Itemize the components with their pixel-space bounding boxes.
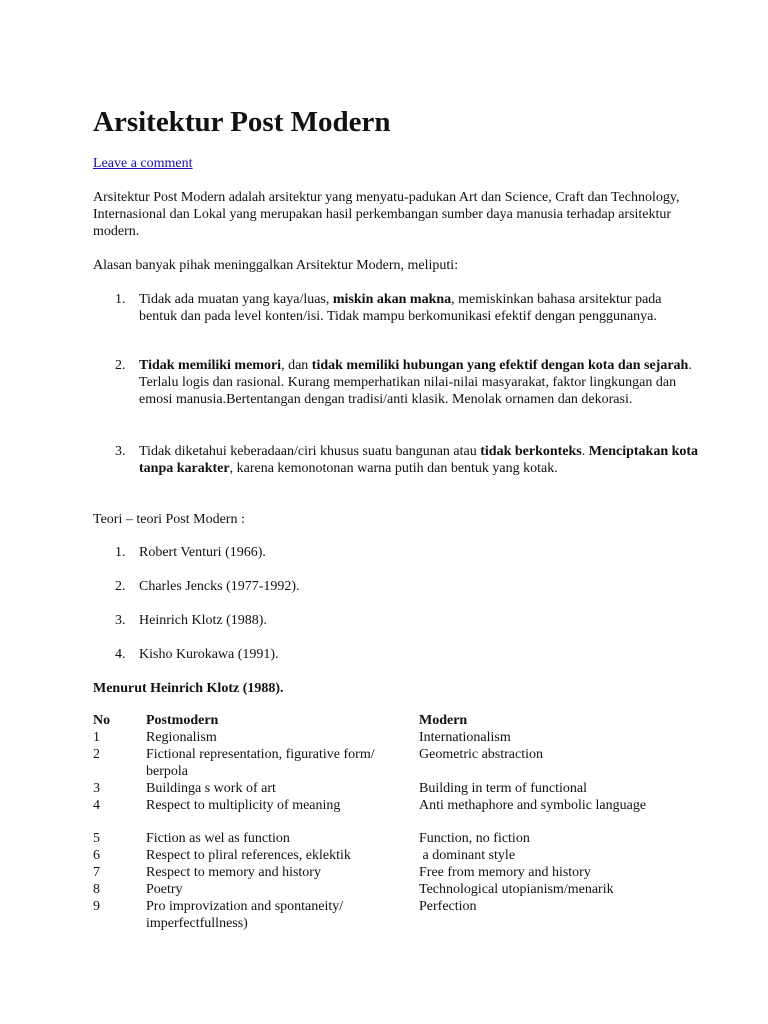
cell-no: 3 xyxy=(93,781,100,796)
list-number: 2. xyxy=(115,579,126,594)
table-row xyxy=(93,830,653,847)
list-number: 1. xyxy=(115,545,126,560)
cell-no: 1 xyxy=(93,730,100,745)
theory-text: Kisho Kurokawa (1991). xyxy=(139,647,279,662)
header-postmodern: Postmodern xyxy=(146,713,219,728)
cell-postmodern: Fictional representation, figurative form/ berpola xyxy=(146,747,375,779)
cell-postmodern: Poetry xyxy=(146,882,183,897)
cell-postmodern: Respect to multiplicity of meaning xyxy=(146,798,341,813)
table-row xyxy=(93,847,653,864)
table-row xyxy=(93,729,653,746)
list-number: 4. xyxy=(115,647,126,662)
cell-modern: Function, no fiction xyxy=(419,831,530,846)
cell-no: 9 xyxy=(93,899,100,914)
list-number: 2. xyxy=(115,358,126,373)
page-title: Arsitektur Post Modern xyxy=(93,106,391,138)
header-no: No xyxy=(93,713,111,728)
cell-no: 2 xyxy=(93,747,100,762)
comparison-table xyxy=(93,712,653,932)
reason-text: Tidak memiliki memori, dan tidak memiliki hubungan yang efektif dengan kota dan sejarah. Terlalu logis dan rasional. Kurang memperhatikan nilai-nilai masyarakat, faktor lingkungan dan emosi manusia.Bertentangan dengan tradisi/anti klasik. Menolak ornamen dan dekorasi. xyxy=(139,358,692,407)
theory-text: Charles Jencks (1977-1992). xyxy=(139,579,300,594)
cell-postmodern: Buildinga s work of art xyxy=(146,781,276,796)
cell-modern: Geometric abstraction xyxy=(419,747,544,762)
list-number: 3. xyxy=(115,444,126,459)
theory-text: Heinrich Klotz (1988). xyxy=(139,613,267,628)
reasons-intro: Alasan banyak pihak meninggalkan Arsitektur Modern, meliputi: xyxy=(93,258,459,273)
cell-no: 8 xyxy=(93,882,100,897)
intro-paragraph: Arsitektur Post Modern adalah arsitektur yang menyatu-padukan Art dan Science, Craft dan Technology, Internasional dan Lokal yang merupakan hasil perkembangan sumber daya manusia terhadap arsitektur modern. xyxy=(93,190,680,239)
cell-postmodern: Pro improvization and spontaneity/ imperfectfullness) xyxy=(146,899,344,931)
theories-intro: Teori – teori Post Modern : xyxy=(93,512,245,527)
cell-modern: Internationalism xyxy=(419,730,511,745)
cell-no: 7 xyxy=(93,865,100,880)
cell-modern: Technological utopianism/menarik xyxy=(419,882,614,897)
reason-text: Tidak ada muatan yang kaya/luas, miskin akan makna, memiskinkan bahasa arsitektur pada bentuk dan pada level konten/isi. Tidak mampu berkomunikasi efektif dengan penggunanya. xyxy=(139,292,662,324)
cell-postmodern: Regionalism xyxy=(146,730,217,745)
cell-postmodern: Respect to memory and history xyxy=(146,865,321,880)
list-number: 3. xyxy=(115,613,126,628)
table-row xyxy=(93,864,653,881)
table-row xyxy=(93,881,653,898)
leave-comment-link[interactable]: Leave a comment xyxy=(93,156,193,171)
table-row xyxy=(93,898,653,932)
cell-postmodern: Respect to pliral references, eklektik xyxy=(146,848,351,863)
table-row xyxy=(93,746,653,780)
cell-modern: Anti methaphore and symbolic language xyxy=(419,798,647,813)
cell-no: 6 xyxy=(93,848,100,863)
table-header-row xyxy=(93,712,653,729)
list-number: 1. xyxy=(115,292,126,307)
theory-text: Robert Venturi (1966). xyxy=(139,545,266,560)
cell-no: 4 xyxy=(93,798,100,813)
table-row xyxy=(93,797,653,830)
reason-text: Tidak diketahui keberadaan/ciri khusus suatu bangunan atau tidak berkonteks. Menciptakan kota tanpa karakter, karena kemonotonan warna putih dan bentuk yang kotak. xyxy=(139,444,699,476)
cell-modern: Perfection xyxy=(419,899,477,914)
cell-modern: Free from memory and history xyxy=(419,865,591,880)
table-row xyxy=(93,780,653,797)
cell-no: 5 xyxy=(93,831,100,846)
klotz-heading: Menurut Heinrich Klotz (1988). xyxy=(93,681,284,696)
cell-postmodern: Fiction as wel as function xyxy=(146,831,290,846)
cell-modern: a dominant style xyxy=(419,848,516,863)
cell-modern: Building in term of functional xyxy=(419,781,587,796)
header-modern: Modern xyxy=(419,713,468,728)
